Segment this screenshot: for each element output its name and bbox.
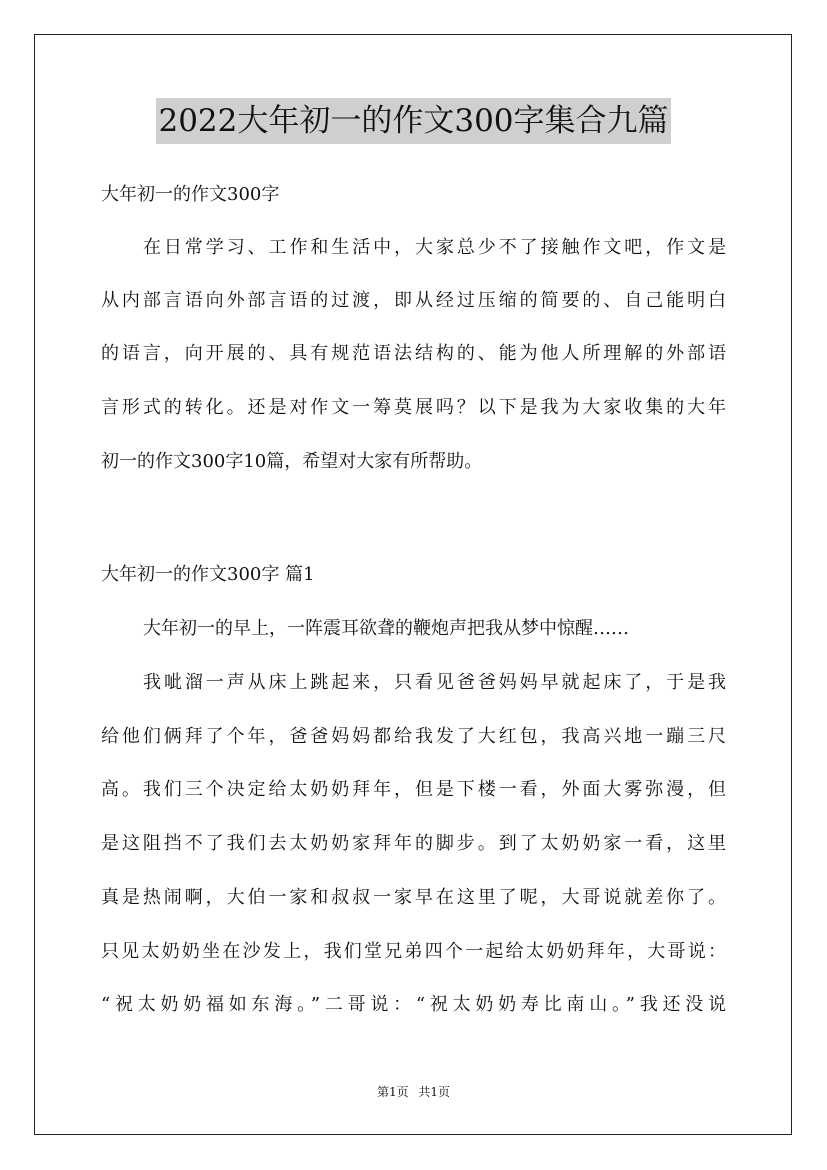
section-heading: 大年初一的作文300字 篇1 [101,564,315,585]
paragraph-line: 的语言，向开展的、具有规范语法结构的、能为他人所理解的外部语 [101,343,726,364]
paragraph-line: 真是热闹啊，大伯一家和叔叔一家早在这里了呢，大哥说就差你了。 [101,887,726,908]
paragraph-line: 只见太奶奶坐在沙发上，我们堂兄弟四个一起给太奶奶拜年，大哥说： [101,941,726,962]
paragraph-line: 是这阻挡不了我们去太奶奶家拜年的脚步。到了太奶奶家一看，这里 [101,833,726,854]
page-number: 第1页 [376,1085,409,1099]
document-title: 2022大年初一的作文300字集合九篇 [156,98,670,144]
paragraph-line: 高。我们三个决定给太奶奶拜年，但是下楼一看，外面大雾弥漫，但 [101,779,726,800]
page-footer [0,1084,827,1100]
paragraph-line: 初一的作文300字10篇，希望对大家有所帮助。 [101,451,483,472]
section-heading: 大年初一的作文300字 [101,184,280,205]
document-title-area [0,98,827,144]
paragraph-line: 给他们俩拜了个年，爸爸妈妈都给我发了大红包，我高兴地一蹦三尺 [101,726,726,747]
paragraph-line: 从内部言语向外部言语的过渡，即从经过压缩的简要的、自己能明白 [101,290,726,311]
paragraph-line: “祝太奶奶福如东海。”二哥说：“祝太奶奶寿比南山。”我还没说 [101,994,726,1015]
page-total: 共1页 [418,1085,451,1099]
paragraph-line: 我呲溜一声从床上跳起来，只看见爸爸妈妈早就起床了，于是我 [143,672,726,693]
paragraph-line: 在日常学习、工作和生活中，大家总少不了接触作文吧，作文是 [143,237,726,258]
paragraph-line: 大年初一的早上，一阵震耳欲聋的鞭炮声把我从梦中惊醒…… [143,618,629,639]
paragraph-line: 言形式的转化。还是对作文一筹莫展吗？以下是我为大家收集的大年 [101,397,726,418]
